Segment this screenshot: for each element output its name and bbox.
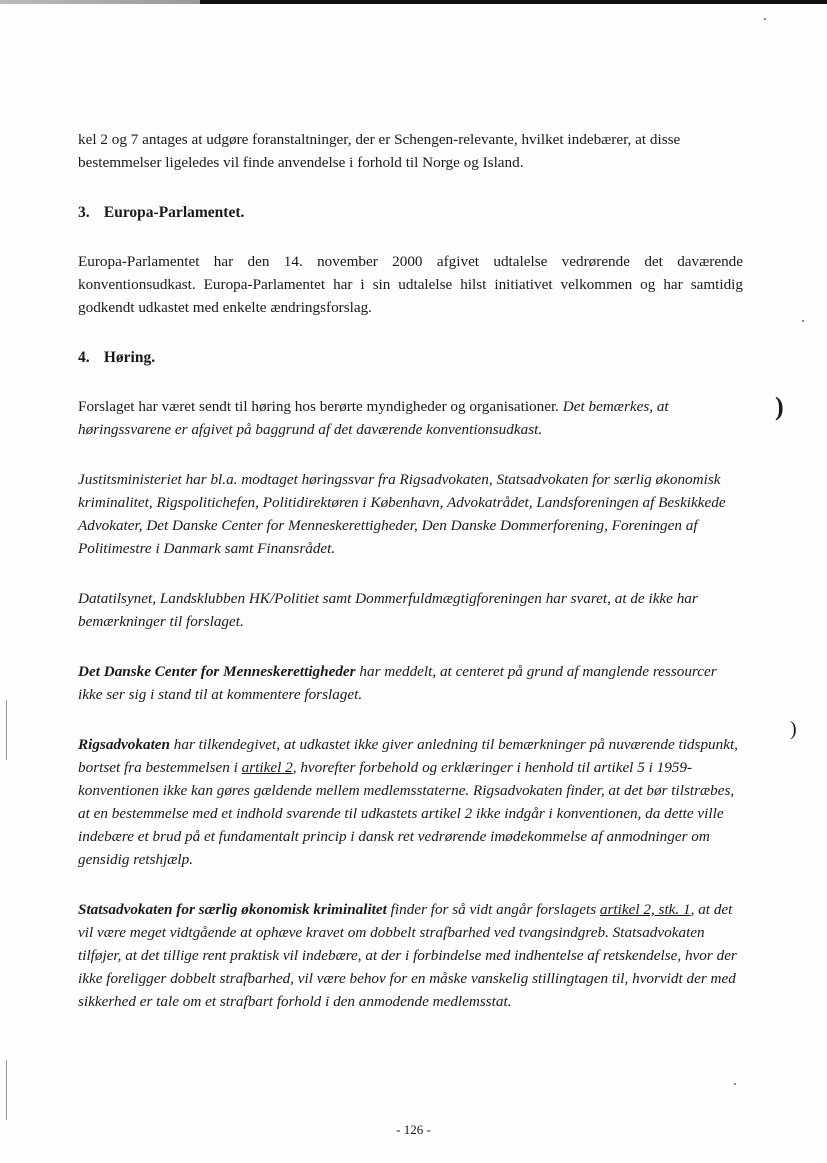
article-reference: artikel 2 [241,759,293,776]
page-top-border [0,0,827,4]
intro-paragraph: kel 2 og 7 antages at udgøre foranstaltninger, der er Schengen-relevante, hvilket indebærer, at disse bestemmelser ligeledes vil finde anvendelse i forhold til Norge og Island. [78,131,681,171]
respondent-statement: har tilkendegivet, at udkastet ikke giver anledning til bemærkninger på nuværende tidspunkt, bortset fra bestemmelsen i [78,736,738,776]
scan-artifact-line [6,1060,7,1120]
respondent-statement: har meddelt, at centeret på grund af manglende ressourcer ikke ser sig i stand til at kommentere forslaget. [78,663,717,703]
statsadvokaten-paragraph [78,898,743,1013]
section-3-paragraph: Europa-Parlamentet har den 14. november 2000 afgivet udtalelse vedrørende det daværende konventionsudkast. Europa-Parlamentet har i sin udtalelse hilst initiativet velkommen og har samtidig godkendt udkastet med enkelte ændringsforslag. [78,253,743,316]
respondent-statement-cont: , at det vil være meget vidtgående at ophæve kravet om dobbelt strafbarhed ved tvangsindgreb. Statsadvokaten tilføjer, at det tillige rent praktisk vil indebære, at der i forbindelse med indhentelse af retskendelse, hvor der ikke foreligger dobbelt strafbarhed, vil være behov for en måske vanskelig stillingtagen til, hvorvidt der med sikkerhed er tale om et strafbart forhold i den anmodende medlemsstat. [78,901,737,1010]
scan-artifact-line [6,700,7,760]
section-title: Europa-Parlamentet. [103,204,245,221]
section-number: 4. [78,349,90,366]
rigsadvokaten-paragraph [78,733,743,871]
scan-speck [734,1083,736,1085]
page-number: - 126 - [396,1122,431,1137]
margin-mark: ) [775,392,784,421]
respondent-statement-cont: , hvorefter forbehold og erklæringer i henhold til artikel 5 i 1959-konventionen ikke kan gøres gældende mellem medlemsstaterne. Rigsadvokaten finder, at det bør tilstræbes, at en bestemmelse med et indhold svarende til udkastets artikel 2 ikke indgår i konventionen, da dette ville indebære et brud på et fundamentalt princip i dansk ret vedrørende imødekommelse af anmodninger om gensidig retshjælp. [78,759,735,868]
respondent-statement: finder for så vidt angår forslagets [386,901,600,918]
no-comments-paragraph: Datatilsynet, Landsklubben HK/Politiet samt Dommerfuldmægtigforeningen har svaret, at de ikke har bemærkninger til forslaget. [78,590,698,630]
hearing-intro-paragraph [78,395,743,441]
human-rights-center-paragraph [78,660,743,706]
section-number: 3. [78,204,90,221]
scan-speck [764,18,766,20]
scan-speck [802,320,804,322]
hearing-respondents-paragraph: Justitsministeriet har bl.a. modtaget høringssvar fra Rigsadvokaten, Statsadvokaten for særlig økonomisk kriminalitet, Rigspolitichefen, Politidirektøren i København, Advokatrådet, Landsforeningen af Beskikkede Advokater, Det Danske Center for Menneskerettigheder, Den Danske Dommerforening, Foreningen af Politimestre i Danmark samt Finansrådet. [78,471,726,557]
margin-mark: ) [790,718,797,740]
respondent-name: Det Danske Center for Menneskerettigheder [78,663,356,680]
hearing-intro-text: Forslaget har været sendt til høring hos berørte myndigheder og organisationer. [78,398,559,415]
hearing-intro-note: Det bemærkes, at høringssvarene er afgivet på baggrund af det daværende konventionsudkast. [78,398,669,438]
respondent-name: Statsadvokaten for særlig økonomisk kriminalitet [78,901,387,918]
section-heading-3 [78,201,743,224]
respondent-name: Rigsadvokaten [78,736,170,753]
section-title: Høring. [103,349,156,366]
section-heading-4 [78,346,743,369]
document-body [78,128,743,1040]
article-reference: artikel 2, stk. 1 [599,901,691,918]
